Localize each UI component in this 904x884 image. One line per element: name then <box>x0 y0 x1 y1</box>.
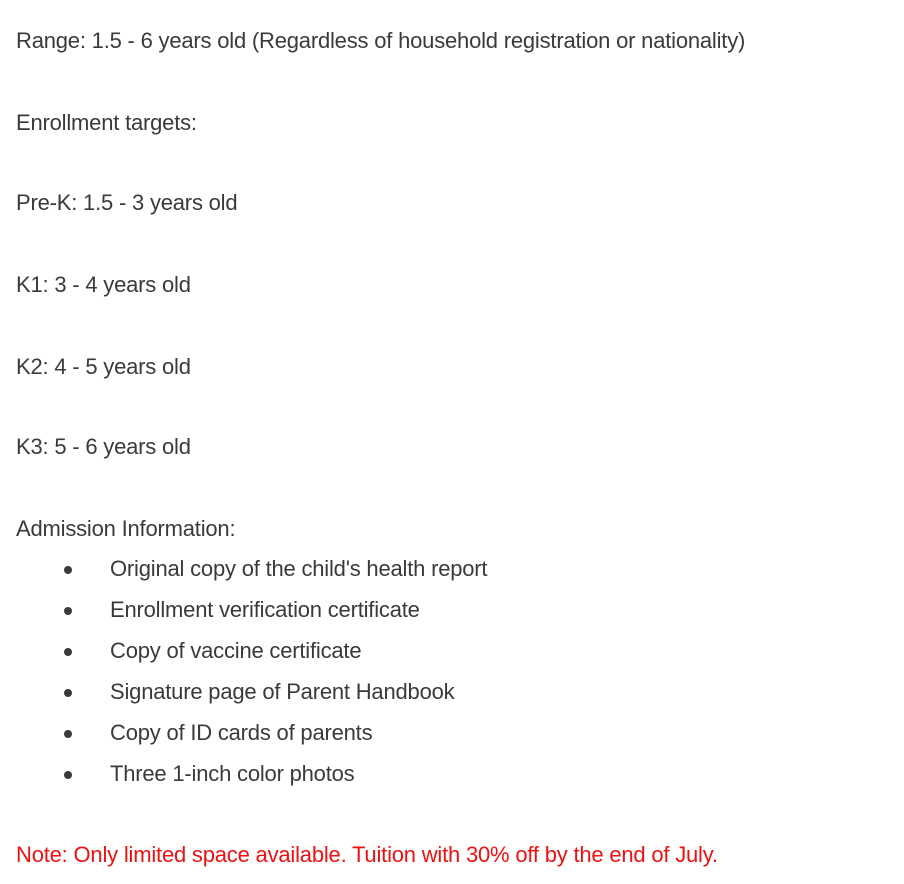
admission-item-text: Copy of ID cards of parents <box>110 720 373 745</box>
note-text: Note: Only limited space available. Tuition with 30% off by the end of July. <box>16 842 718 867</box>
admission-item-text: Original copy of the child's health report <box>110 556 488 581</box>
level-k1: K1: 3 - 4 years old <box>16 272 191 297</box>
level-pre-k: Pre-K: 1.5 - 3 years old <box>16 190 238 215</box>
admission-item-text: Enrollment verification certificate <box>110 597 420 622</box>
bullet-icon <box>64 730 72 738</box>
level-k2: K2: 4 - 5 years old <box>16 354 191 379</box>
bullet-icon <box>64 689 72 697</box>
bullet-icon <box>64 607 72 615</box>
bullet-icon <box>64 566 72 574</box>
admission-item-text: Three 1-inch color photos <box>110 761 355 786</box>
admission-heading: Admission Information: <box>16 516 236 541</box>
bullet-icon <box>64 771 72 779</box>
range-text: Range: 1.5 - 6 years old (Regardless of household registration or nationality) <box>16 28 746 53</box>
level-k3: K3: 5 - 6 years old <box>16 434 191 459</box>
admission-item-text: Signature page of Parent Handbook <box>110 679 455 704</box>
admission-item-text: Copy of vaccine certificate <box>110 638 362 663</box>
bullet-icon <box>64 648 72 656</box>
enrollment-heading: Enrollment targets: <box>16 110 197 135</box>
